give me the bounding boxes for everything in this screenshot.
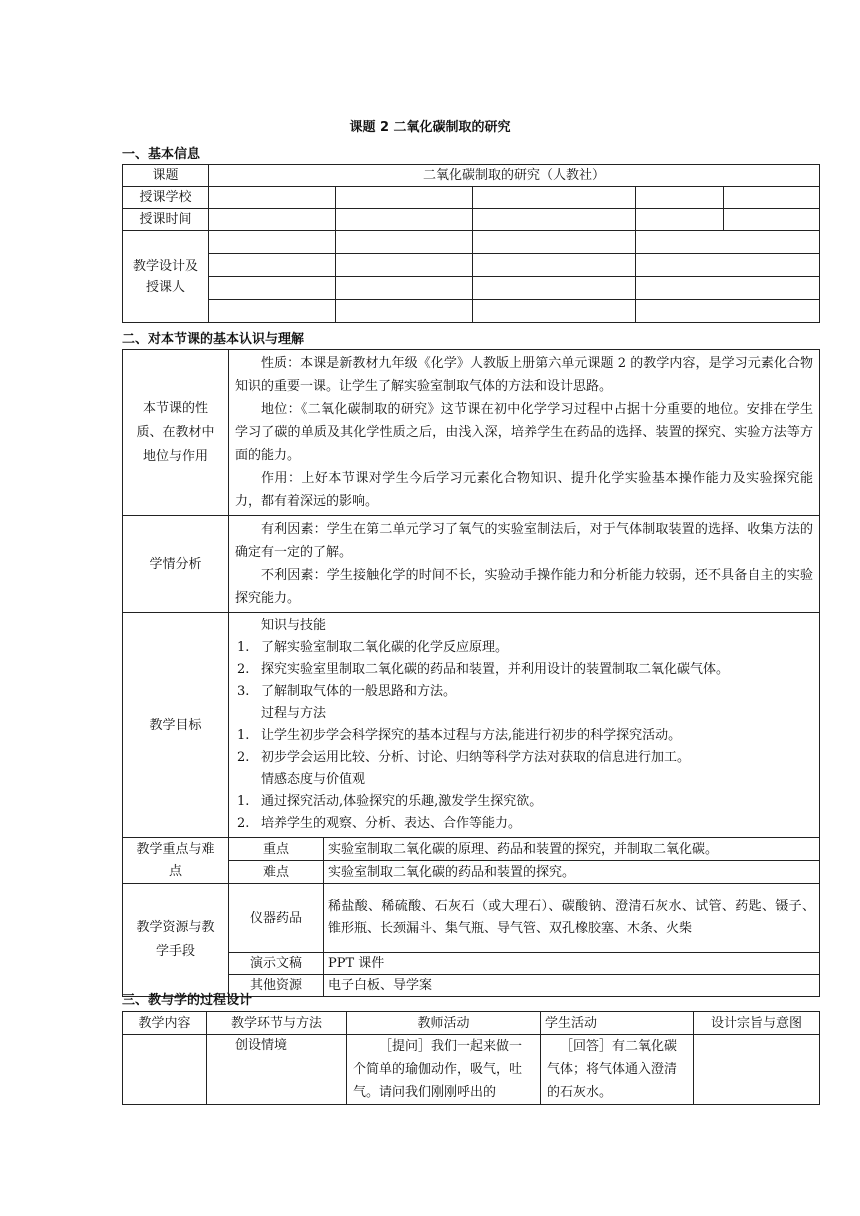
knowledge-heading: 知识与技能 <box>261 618 327 633</box>
designer-cell <box>336 231 473 254</box>
goal-item: 1. 让学生初步学会科学探究的基本过程与方法,能进行初步的科学探究活动。 <box>237 728 682 743</box>
designer-cell <box>209 277 336 300</box>
designer-cell <box>636 300 820 323</box>
nature-paragraph: 性质：本课是新教材九年级《化学》人教版上册第六单元课题 2 的教学内容，是学习元素化合物知识的重要一课。让学生了解实验室制取气体的方法和设计思路。 <box>235 356 814 394</box>
header-step: 教学环节与方法 <box>207 1012 347 1035</box>
designer-cell <box>336 277 473 300</box>
instruments-value: 稀盐酸、稀硫酸、石灰石（或大理石）、碳酸钠、澄清石灰水、试管、药匙、镊子、锥形瓶、长颈漏斗、集气瓶、导气管、双孔橡胶塞、木条、火柴 <box>324 884 820 953</box>
school-cell <box>473 187 636 209</box>
designer-cell <box>473 277 636 300</box>
course-value: 二氧化碳制取的研究（人教社） <box>209 165 820 187</box>
designer-cell <box>473 254 636 277</box>
resources-label: 教学资源与教学手段 <box>123 884 229 997</box>
designer-label: 教学设计及授课人 <box>123 231 209 323</box>
designer-cell <box>636 254 820 277</box>
analysis-label: 学情分析 <box>123 516 229 613</box>
goals-label: 教学目标 <box>123 613 229 838</box>
time-cell <box>473 209 636 231</box>
favorable-paragraph: 有利因素：学生在第二单元学习了氧气的实验室制法后，对于气体制取装置的选择、收集方法的确定有一定的了解。 <box>235 522 814 560</box>
key-points-label: 教学重点与难点 <box>123 838 229 884</box>
designer-cell <box>473 300 636 323</box>
other-value: 电子白板、导学案 <box>324 975 820 997</box>
other-label: 其他资源 <box>229 975 324 997</box>
goal-item: 2. 培养学生的观察、分析、表达、合作等能力。 <box>237 816 522 831</box>
row-step: 创设情境 <box>207 1035 347 1105</box>
role-paragraph: 作用：上好本节课对学生今后学习元素化合物知识、提升化学实验基本操作能力及实验探究能力，都有着深远的影响。 <box>235 471 814 509</box>
course-label: 课题 <box>123 165 209 187</box>
header-purpose: 设计宗旨与意图 <box>694 1012 820 1035</box>
section-heading-process: 三、教与学的过程设计 <box>122 993 253 1008</box>
understanding-table <box>122 349 820 997</box>
time-cell <box>336 209 473 231</box>
difficult-label: 难点 <box>229 861 324 884</box>
time-label: 授课时间 <box>123 209 209 231</box>
school-label: 授课学校 <box>123 187 209 209</box>
school-cell <box>209 187 336 209</box>
designer-cell <box>636 277 820 300</box>
process-heading: 过程与方法 <box>261 706 327 721</box>
instruments-label: 仪器药品 <box>229 884 324 953</box>
row-teacher: ［提问］我们一起来做一个简单的瑜伽动作，吸气，吐气。请问我们刚刚呼出的 <box>347 1035 541 1105</box>
goal-item: 1. 了解实验室制取二氧化碳的化学反应原理。 <box>237 640 509 655</box>
demo-label: 演示文稿 <box>229 953 324 975</box>
goal-item: 3. 了解制取气体的一般思路和方法。 <box>237 684 457 699</box>
row-student: ［回答］有二氧化碳气体；将气体通入澄清的石灰水。 <box>541 1035 694 1105</box>
designer-cell <box>209 254 336 277</box>
designer-cell <box>336 300 473 323</box>
key-label: 重点 <box>229 838 324 861</box>
school-cell <box>636 187 724 209</box>
key-value: 实验室制取二氧化碳的原理、药品和装置的探究，并制取二氧化碳。 <box>324 838 820 861</box>
position-paragraph: 地位：《二氧化碳制取的研究》这节课在初中化学学习过程中占据十分重要的地位。安排在学生学习了碳的单质及其化学性质之后，由浅入深，培养学生在药品的选择、装置的探究、实验方法等方面的能力。 <box>235 402 814 463</box>
header-content: 教学内容 <box>123 1012 207 1035</box>
emotion-heading: 情感态度与价值观 <box>261 772 366 787</box>
time-cell <box>724 209 820 231</box>
designer-cell <box>336 254 473 277</box>
designer-cell <box>209 231 336 254</box>
goal-item: 1. 通过探究活动,体验探究的乐趣,激发学生探究欲。 <box>237 794 543 809</box>
designer-cell <box>636 231 820 254</box>
row-purpose <box>694 1035 820 1105</box>
demo-value: PPT 课件 <box>324 953 820 975</box>
basic-info-table <box>122 164 820 323</box>
section-heading-understanding: 二、对本节课的基本认识与理解 <box>122 332 305 347</box>
page-title: 课题 2 二氧化碳制取的研究 <box>349 120 511 135</box>
goal-item: 2. 探究实验室里制取二氧化碳的药品和装置，并利用设计的装置制取二氧化碳气体。 <box>237 662 730 677</box>
designer-cell <box>209 300 336 323</box>
process-table <box>122 1011 820 1105</box>
unfavorable-paragraph: 不利因素：学生接触化学的时间不长，实验动手操作能力和分析能力较弱，还不具备自主的实验探究能力。 <box>235 568 814 606</box>
difficult-value: 实验室制取二氧化碳的药品和装置的探究。 <box>324 861 820 884</box>
time-cell <box>209 209 336 231</box>
school-cell <box>724 187 820 209</box>
goal-item: 2. 初步学会运用比较、分析、讨论、归纳等科学方法对获取的信息进行加工。 <box>237 750 691 765</box>
row-content <box>123 1035 207 1105</box>
school-cell <box>336 187 473 209</box>
time-cell <box>636 209 724 231</box>
designer-cell <box>473 231 636 254</box>
header-teacher: 教师活动 <box>347 1012 541 1035</box>
section-heading-basic-info: 一、基本信息 <box>122 147 201 162</box>
header-student: 学生活动 <box>541 1012 694 1035</box>
nature-label: 本节课的性质、在教材中地位与作用 <box>123 350 229 516</box>
